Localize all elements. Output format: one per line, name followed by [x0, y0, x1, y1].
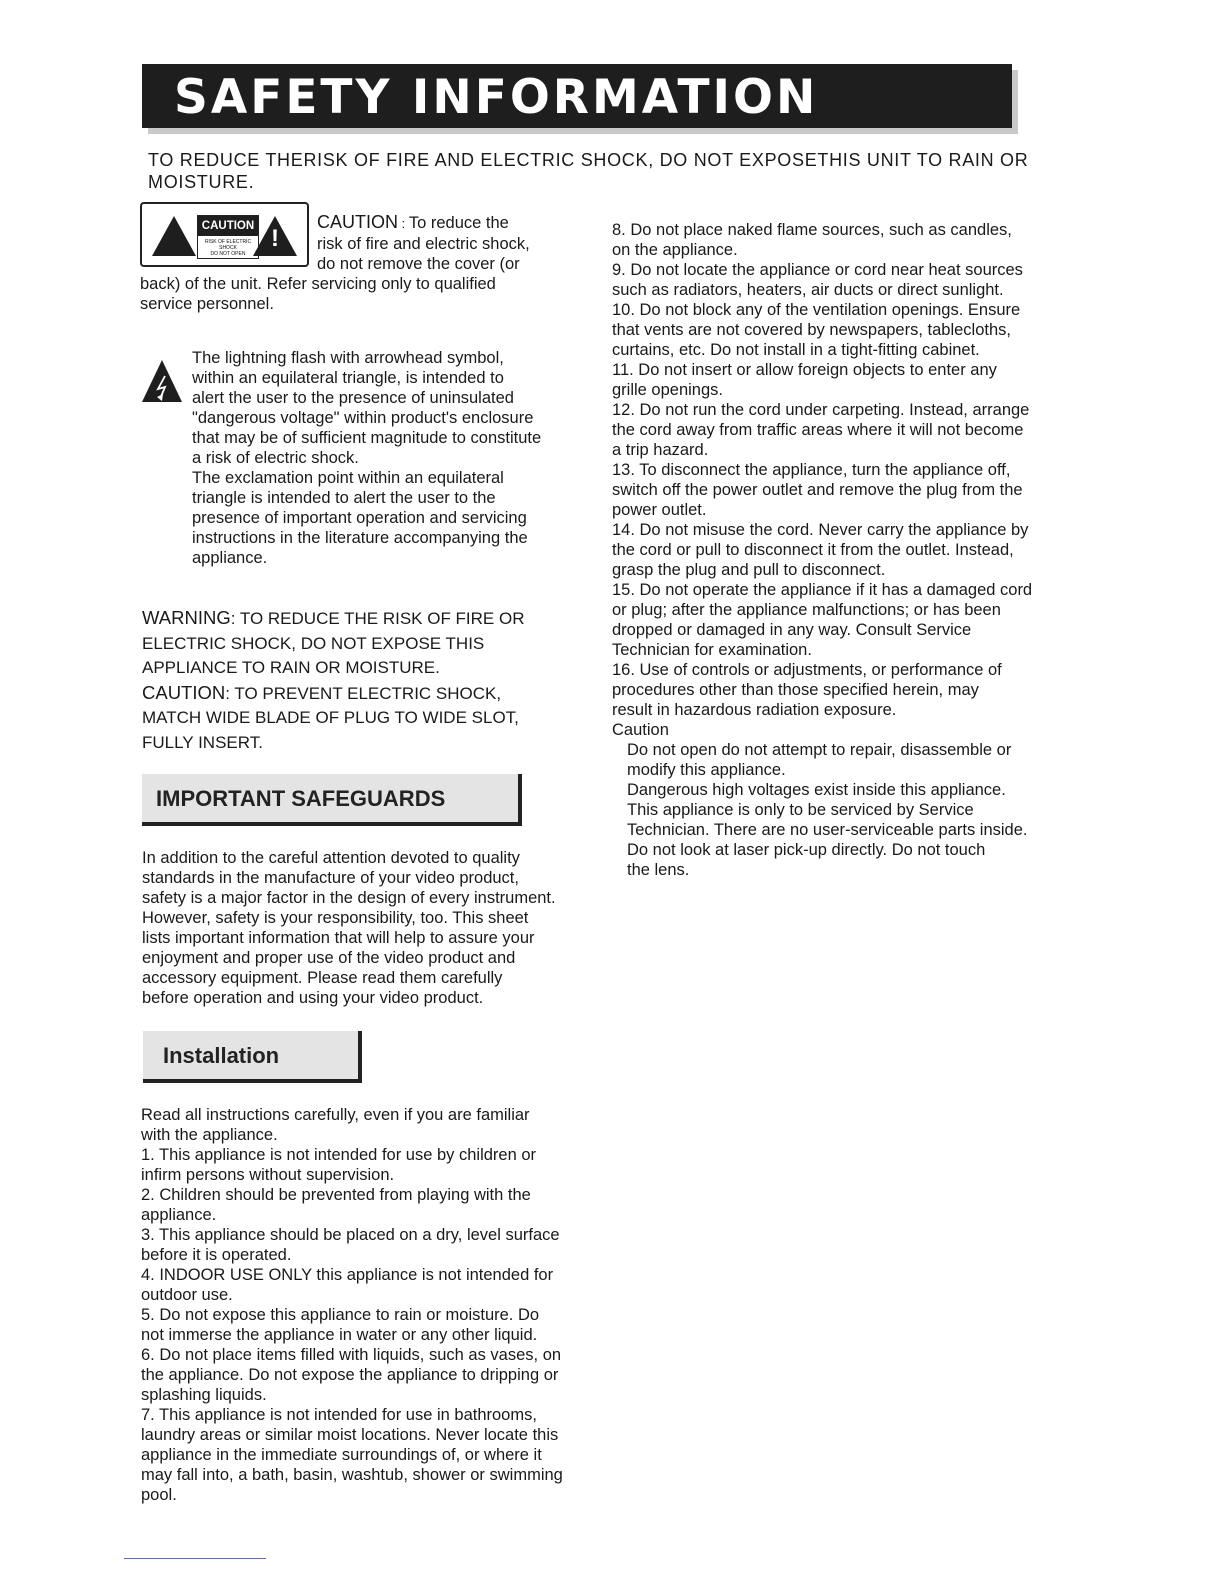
caution-label-risk-line: DO NOT OPEN: [210, 251, 246, 257]
page-title-banner: [142, 64, 1012, 128]
text-line: the lens.: [627, 861, 690, 879]
text-line: switch off the power outlet and remove the plug from the: [612, 481, 1023, 499]
text-line: standards in the manufacture of your video product,: [142, 869, 519, 887]
safeguards-banner: [142, 774, 522, 826]
text-line: outdoor use.: [141, 1286, 233, 1304]
text-line: that may be of sufficient magnitude to constitute: [192, 429, 542, 447]
caution-subheading: Caution: [612, 721, 669, 739]
text-line: such as radiators, heaters, air ducts or direct sunlight.: [612, 281, 1004, 299]
text-line: splashing liquids.: [141, 1386, 267, 1404]
text-line: Do not look at laser pick-up directly. Do not touch: [627, 841, 986, 859]
text-line: Do not open do not attempt to repair, disassemble or: [627, 741, 1012, 759]
text-line: 12. Do not run the cord under carpeting. Instead, arrange: [612, 401, 1030, 419]
text-line: procedures other than those specified herein, may: [612, 681, 979, 699]
text-line: In addition to the careful attention devoted to quality: [142, 849, 520, 867]
text-line: enjoyment and proper use of the video product and: [142, 949, 516, 967]
text-line: within an equilateral triangle, is intended to: [192, 369, 504, 387]
lightning-triangle-icon: [152, 216, 196, 256]
text-line: The lightning flash with arrowhead symbol,: [192, 349, 504, 367]
installation-banner: [143, 1031, 362, 1083]
text-line: lists important information that will help to assure your: [142, 929, 535, 947]
text-line: appliance.: [192, 549, 268, 567]
caution-heading: CAUTION: [317, 212, 398, 232]
caution-line: To reduce the: [408, 214, 509, 232]
caution-line: do not remove the cover (or: [317, 255, 520, 273]
warning-line: : TO PREVENT ELECTRIC SHOCK,: [225, 683, 502, 703]
installation-list: [141, 1105, 606, 1505]
section-title: Installation: [163, 1043, 280, 1068]
text-line: 14. Do not misuse the cord. Never carry the appliance by: [612, 521, 1029, 539]
text-line: may fall into, a bath, basin, washtub, shower or swimming: [141, 1466, 563, 1484]
intro-warning: TO REDUCE THERISK OF FIRE AND ELECTRIC SHOCK, DO NOT EXPOSETHIS UNIT TO RAIN OR MOISTURE.: [148, 150, 1029, 192]
text-line: 1. This appliance is not intended for use by children or: [141, 1146, 537, 1164]
caution-paragraph-cont: [140, 274, 580, 314]
symbol-explanation: [192, 348, 592, 568]
lightning-triangle-icon: [141, 359, 183, 403]
text-line: safety is a major factor in the design of every instrument.: [142, 889, 556, 907]
text-line: 6. Do not place items filled with liquids, such as vases, on: [141, 1346, 562, 1364]
text-line: pool.: [141, 1486, 177, 1504]
text-line: 11. Do not insert or allow foreign objects to enter any: [612, 361, 997, 379]
exclamation-mark: !: [271, 225, 279, 252]
text-line: Technician. There are no user-serviceable parts inside.: [627, 821, 1028, 839]
text-line: the cord or pull to disconnect it from the outlet. Instead,: [612, 541, 1014, 559]
text-line: modify this appliance.: [627, 761, 786, 779]
text-line: on the appliance.: [612, 241, 738, 259]
text-line: the appliance. Do not expose the appliance to dripping or: [141, 1366, 559, 1384]
caution-label-risk: [198, 236, 258, 257]
warning-block: [142, 606, 562, 755]
text-line: with the appliance.: [141, 1126, 278, 1144]
safeguards-paragraph: [142, 848, 602, 1008]
text-line: accessory equipment. Please read them carefully: [142, 969, 503, 987]
caution-label-risk-line: RISK OF ELECTRIC SHOCK: [204, 239, 252, 251]
text-line: 9. Do not locate the appliance or cord near heat sources: [612, 261, 1023, 279]
warning-line: ELECTRIC SHOCK, DO NOT EXPOSE THIS: [142, 633, 485, 653]
text-line: that vents are not covered by newspapers, tablecloths,: [612, 321, 1011, 339]
text-line: a risk of electric shock.: [192, 449, 359, 467]
text-line: The exclamation point within an equilateral: [192, 469, 504, 487]
text-line: curtains, etc. Do not install in a tight-fitting cabinet.: [612, 341, 980, 359]
section-title: IMPORTANT SAFEGUARDS: [156, 786, 446, 811]
text-line: a trip hazard.: [612, 441, 709, 459]
text-line: grasp the plug and pull to disconnect.: [612, 561, 886, 579]
text-line: 3. This appliance should be placed on a dry, level surface: [141, 1226, 560, 1244]
caution-line: back) of the unit. Refer servicing only to qualified: [140, 275, 496, 293]
caution-line: risk of fire and electric shock,: [317, 235, 530, 253]
text-line: However, safety is your responsibility, too. This sheet: [142, 909, 529, 927]
text-line: the cord away from traffic areas where it will not become: [612, 421, 1024, 439]
caution-separator: :: [398, 216, 409, 231]
text-line: infirm persons without supervision.: [141, 1166, 395, 1184]
warning-line: MATCH WIDE BLADE OF PLUG TO WIDE SLOT,: [142, 708, 519, 727]
warning-line: : TO REDUCE THE RISK OF FIRE OR: [230, 609, 525, 628]
text-line: Technician for examination.: [612, 641, 812, 659]
text-line: instructions in the literature accompanying the: [192, 529, 528, 547]
text-line: 5. Do not expose this appliance to rain or moisture. Do: [141, 1306, 540, 1324]
text-line: Dangerous high voltages exist inside this appliance.: [627, 781, 1006, 799]
caution-label-center: [197, 215, 259, 259]
footer-rule: [124, 1558, 266, 1559]
text-line: or plug; after the appliance malfunctions; or has been: [612, 601, 1001, 619]
text-line: presence of important operation and servicing: [192, 509, 527, 527]
text-line: "dangerous voltage" within product's enclosure: [192, 409, 534, 427]
text-line: appliance.: [141, 1206, 217, 1224]
text-line: not immerse the appliance in water or any other liquid.: [141, 1326, 538, 1344]
text-line: result in hazardous radiation exposure.: [612, 701, 897, 719]
text-line: 15. Do not operate the appliance if it has a damaged cord: [612, 581, 1033, 599]
caution-line: service personnel.: [140, 295, 274, 313]
text-line: 7. This appliance is not intended for use in bathrooms,: [141, 1406, 537, 1424]
caution-label: [140, 202, 309, 267]
page-title: SAFETY INFORMATION: [174, 70, 819, 125]
text-line: dropped or damaged in any way. Consult Service: [612, 621, 972, 639]
text-line: 4. INDOOR USE ONLY this appliance is not intended for: [141, 1266, 554, 1284]
warning-line: APPLIANCE TO RAIN OR MOISTURE.: [142, 658, 440, 677]
text-line: appliance in the immediate surroundings of, or where it: [141, 1446, 542, 1464]
text-line: triangle is intended to alert the user to the: [192, 489, 496, 507]
text-line: This appliance is only to be serviced by Service: [627, 801, 974, 819]
warning-heading: WARNING: [142, 607, 231, 628]
text-line: power outlet.: [612, 501, 707, 519]
caution-heading: CAUTION: [142, 681, 226, 703]
installation-list-continued: [612, 220, 1082, 880]
text-line: 8. Do not place naked flame sources, such as candles,: [612, 221, 1012, 239]
text-line: laundry areas or similar moist locations. Never locate this: [141, 1426, 559, 1444]
text-line: 10. Do not block any of the ventilation openings. Ensure: [612, 301, 1021, 319]
text-line: grille openings.: [612, 381, 723, 399]
caution-label-text: CAUTION: [198, 216, 258, 236]
text-line: before it is operated.: [141, 1246, 292, 1264]
text-line: alert the user to the presence of uninsulated: [192, 389, 514, 407]
text-line: 13. To disconnect the appliance, turn the appliance off,: [612, 461, 1011, 479]
text-line: Read all instructions carefully, even if you are familiar: [141, 1106, 530, 1124]
caution-paragraph: [317, 212, 577, 274]
text-line: 2. Children should be prevented from playing with the: [141, 1186, 531, 1204]
warning-line: FULLY INSERT.: [142, 732, 263, 752]
text-line: 16. Use of controls or adjustments, or performance of: [612, 661, 1002, 679]
text-line: before operation and using your video product.: [142, 989, 484, 1007]
